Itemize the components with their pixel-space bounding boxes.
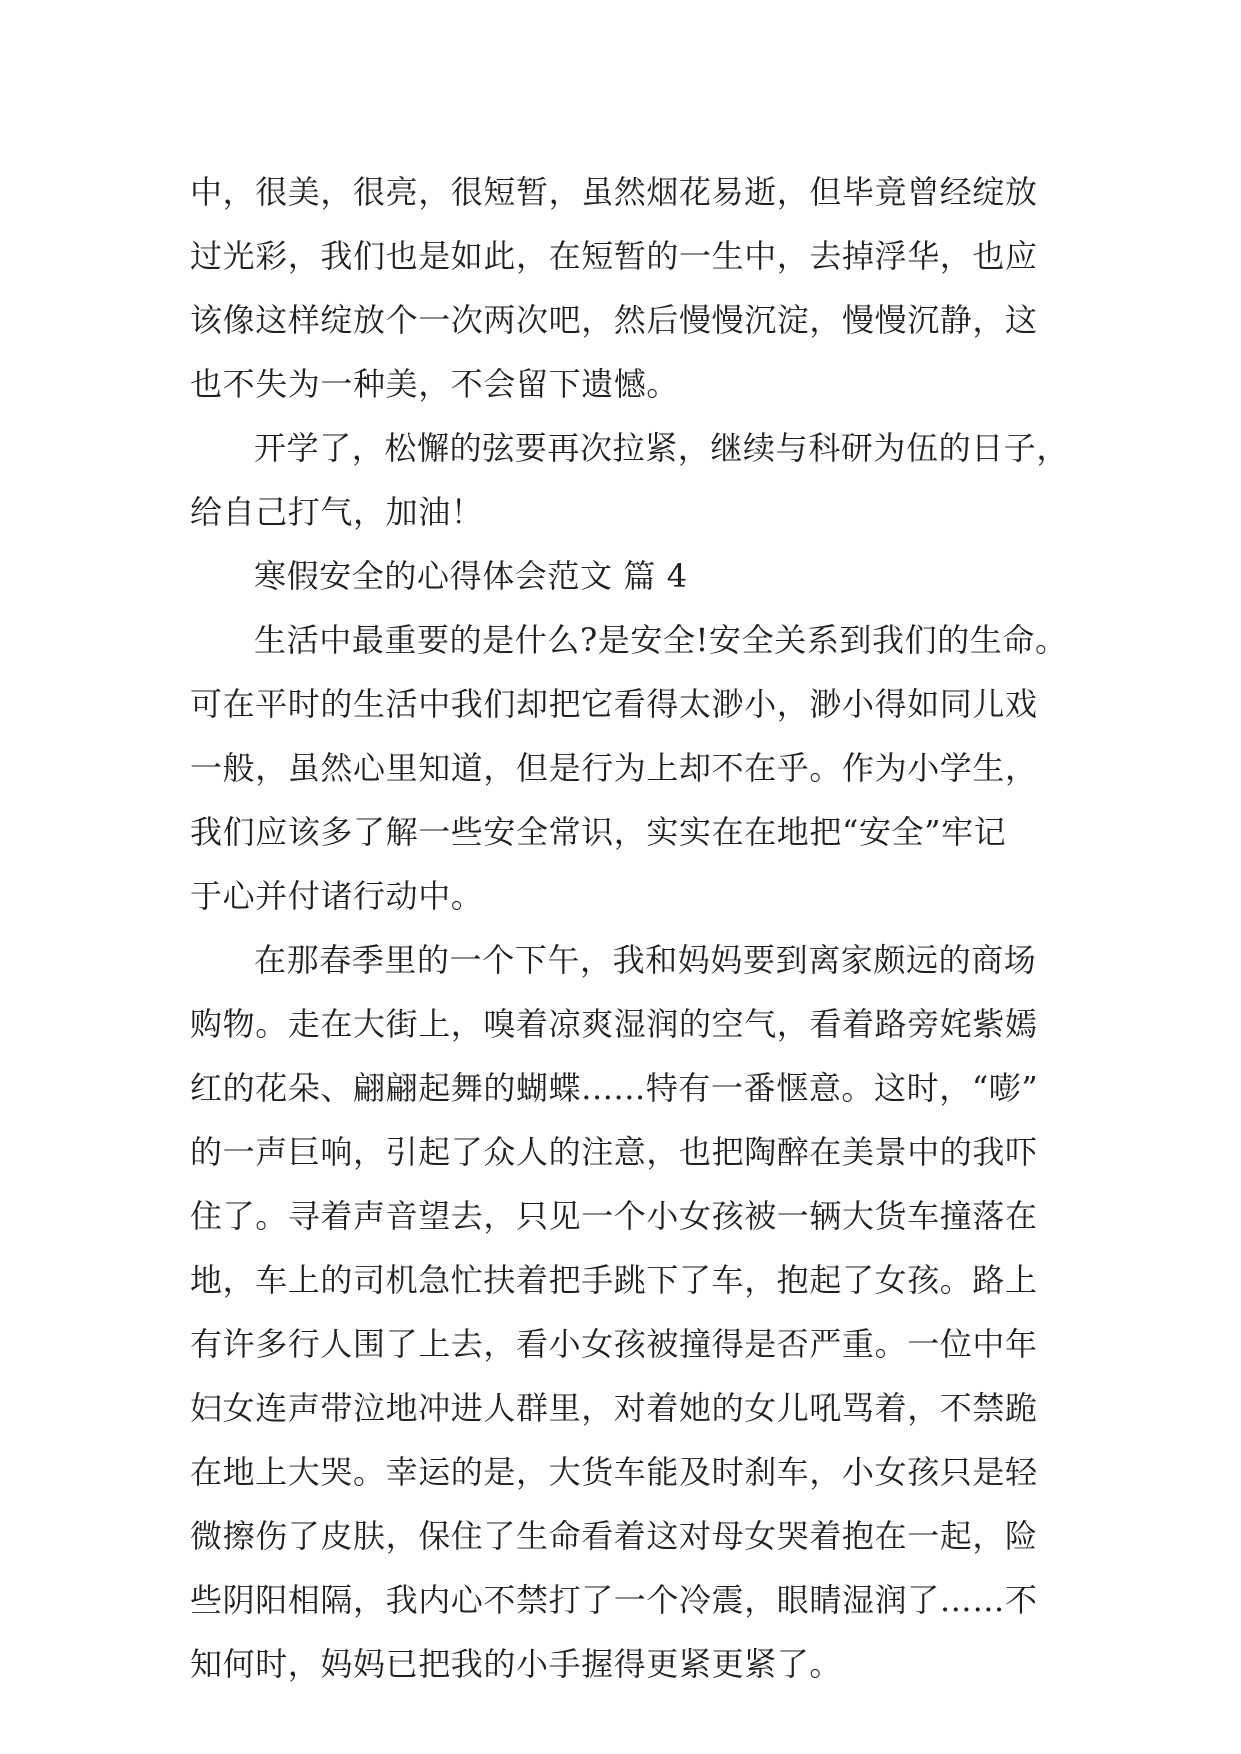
- paragraph-line: 该像这样绽放个一次两次吧，然后慢慢沉淀，慢慢沉静，这: [190, 301, 1038, 339]
- paragraph-line: 地，车上的司机急忙扶着把手跳下了车，抱起了女孩。路上: [190, 1261, 1038, 1299]
- paragraph-line: 生活中最重要的是什么?是安全!安全关系到我们的生命。: [254, 621, 1068, 659]
- section-heading: 寒假安全的心得体会范文 篇 4: [254, 557, 688, 595]
- paragraph-line: 微擦伤了皮肤，保住了生命看着这对母女哭着抱在一起，险: [190, 1517, 1038, 1555]
- paragraph-line: 中，很美，很亮，很短暂，虽然烟花易逝，但毕竟曾经绽放: [190, 173, 1038, 211]
- paragraph-line: 一般，虽然心里知道，但是行为上却不在乎。作为小学生，: [190, 749, 1038, 787]
- paragraph-line: 于心并付诸行动中。: [190, 877, 484, 915]
- paragraph-line: 也不失为一种美，不会留下遗憾。: [190, 365, 680, 403]
- paragraph-line: 购物。走在大街上，嗅着凉爽湿润的空气，看着路旁姹紫嫣: [190, 1005, 1038, 1043]
- paragraph-school-start: [190, 416, 1070, 544]
- paragraph-line: 妇女连声带泣地冲进人群里，对着她的女儿吼骂着，不禁跪: [190, 1389, 1038, 1427]
- paragraph-line: 的一声巨响，引起了众人的注意，也把陶醉在美景中的我吓: [190, 1133, 1038, 1171]
- paragraph-line: 在那春季里的一个下午，我和妈妈要到离家颇远的商场: [254, 941, 1037, 979]
- paragraph-line: 可在平时的生活中我们却把它看得太渺小，渺小得如同儿戏: [190, 685, 1038, 723]
- paragraph-line: 些阴阳相隔，我内心不禁打了一个冷震，眼睛湿润了……不: [190, 1581, 1038, 1619]
- paragraph-line: 在地上大哭。幸运的是，大货车能及时刹车，小女孩只是轻: [190, 1453, 1038, 1491]
- paragraph-fireworks: [190, 160, 1070, 416]
- paragraph-safety-importance: [190, 608, 1070, 928]
- paragraph-line: 有许多行人围了上去，看小女孩被撞得是否严重。一位中年: [190, 1325, 1038, 1363]
- paragraph-accident-story: [190, 928, 1070, 1696]
- paragraph-line: 住了。寻着声音望去，只见一个小女孩被一辆大货车撞落在: [190, 1197, 1038, 1235]
- document-body: [190, 160, 1070, 1696]
- paragraph-line: 红的花朵、翩翩起舞的蝴蝶......特有一番惬意。这时，“嘭”: [190, 1069, 1039, 1107]
- paragraph-line: 给自己打气，加油！: [190, 493, 484, 531]
- paragraph-line: 知何时，妈妈已把我的小手握得更紧更紧了。: [190, 1645, 843, 1683]
- paragraph-line: 我们应该多了解一些安全常识，实实在在地把“安全”牢记: [190, 813, 1007, 851]
- paragraph-line: 开学了，松懈的弦要再次拉紧，继续与科研为伍的日子，: [254, 429, 1070, 467]
- paragraph-line: 过光彩，我们也是如此，在短暂的一生中，去掉浮华，也应: [190, 237, 1038, 275]
